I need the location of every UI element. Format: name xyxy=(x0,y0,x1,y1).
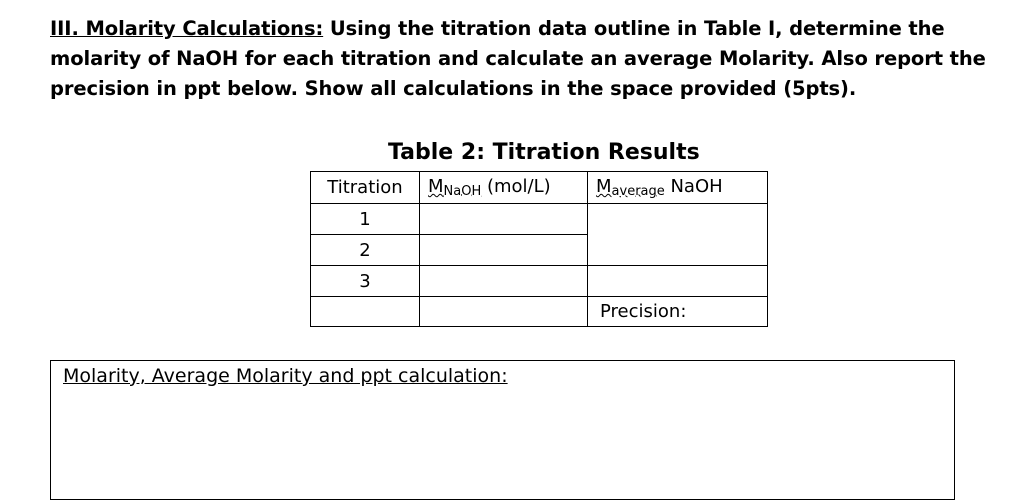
table-row xyxy=(311,297,768,327)
titration-results-table xyxy=(310,171,768,327)
instructions-text: Using the titration data outline in Table I, determine the molarity of NaOH for each titration and calculate an average Molarity. Also report the precision in ppt below. Show all calculations in the space provided (5pts). xyxy=(50,17,986,100)
average-molarity-entry-cell[interactable] xyxy=(588,204,768,266)
average-symbol: M xyxy=(596,176,612,197)
table-header-row xyxy=(311,172,768,204)
header-titration: Titration xyxy=(311,172,420,204)
table-row xyxy=(311,266,768,297)
header-average-molarity xyxy=(588,172,768,204)
titration-number-cell: 3 xyxy=(311,266,420,297)
instructions-paragraph xyxy=(50,14,1015,104)
titration-number-cell: 2 xyxy=(311,235,420,266)
average-empty-cell[interactable] xyxy=(588,266,768,297)
calculation-area-label: Molarity, Average Molarity and ppt calculation: xyxy=(63,365,508,387)
header-molarity xyxy=(420,172,588,204)
precision-label: Precision: xyxy=(600,301,687,322)
table-title: Table 2: Titration Results xyxy=(388,140,700,165)
precision-cell[interactable] xyxy=(588,297,768,327)
section-heading: III. Molarity Calculations: xyxy=(50,17,324,40)
average-suffix: NaOH xyxy=(664,176,723,197)
titration-number-cell: 1 xyxy=(311,204,420,235)
titration-number-cell xyxy=(311,297,420,327)
table-row xyxy=(311,204,768,235)
molarity-unit: (mol/L) xyxy=(481,176,551,197)
molarity-entry-cell[interactable] xyxy=(420,266,588,297)
molarity-symbol: M xyxy=(428,176,444,197)
molarity-subscript: NaOH xyxy=(443,184,482,199)
average-subscript: average xyxy=(611,184,665,199)
calculation-area[interactable] xyxy=(50,360,955,500)
molarity-entry-cell[interactable] xyxy=(420,204,588,235)
molarity-entry-cell[interactable] xyxy=(420,235,588,266)
molarity-entry-cell[interactable] xyxy=(420,297,588,327)
